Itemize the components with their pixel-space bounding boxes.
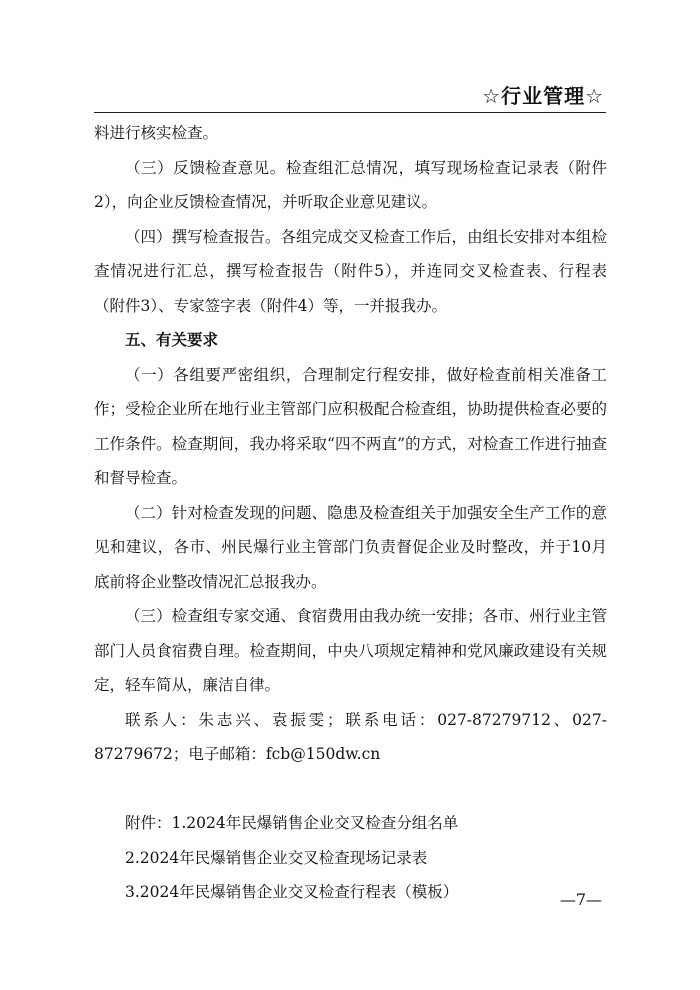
paragraph-feedback: （三）反馈检查意见。检查组汇总情况，填写现场检查记录表（附件2），向企业反馈检查情况，并听取企业意见建议。 — [94, 158, 607, 211]
section-header-title: ☆行业管理☆ — [482, 84, 604, 108]
paragraph-report: （四）撰写检查报告。各组完成交叉检查工作后，由组长安排对本组检查情况进行汇总，撰写检查报告（附件5），并连同交叉检查表、行程表（附件3）、专家签字表（附件4）等，一并报我办。 — [94, 227, 607, 315]
section-heading-requirements: 五、有关要求 — [125, 331, 219, 349]
document-body — [94, 116, 607, 910]
paragraph-requirement-3: （三）检查组专家交通、食宿费用由我办统一安排；各市、州行业主管部门人员食宿费自理。检查期间，中央八项规定精神和党风廉政建设有关规定，轻车简从，廉洁自律。 — [94, 607, 607, 694]
paragraph-requirement-2: （二）针对检查发现的问题、隐患及检查组关于加强安全生产工作的意见和建议，各市、州民爆行业主管部门负责督促企业及时整改，并于10月底前将企业整改情况汇总报我办。 — [94, 503, 607, 591]
attachment-item-3: 3.2024年民爆销售企业交叉检查行程表（模板） — [125, 883, 459, 901]
attachment-item-2: 2.2024年民爆销售企业交叉检查现场记录表 — [125, 848, 428, 867]
paragraph-requirement-1: （一）各组要严密组织，合理制定行程安排，做好检查前相关准备工作；受检企业所在地行业主管部门应积极配合检查组，协助提供检查必要的工作条件。检查期间，我办将采取“四不两直”的方式，对检查工作进行抽查和督导检查。 — [94, 365, 607, 487]
attachment-item-1: 附件：1.2024年民爆销售企业交叉检查分组名单 — [125, 814, 459, 832]
paragraph-continued: 料进行核实检查。 — [94, 124, 219, 142]
header-divider — [94, 112, 606, 113]
paragraph-contact: 联系人：朱志兴、袁振雯；联系电话：027-87279712、027-87279672；电子邮箱：fcb@150dw.cn — [94, 710, 607, 763]
blank-line — [94, 772, 607, 807]
page-number: —7— — [559, 890, 602, 909]
